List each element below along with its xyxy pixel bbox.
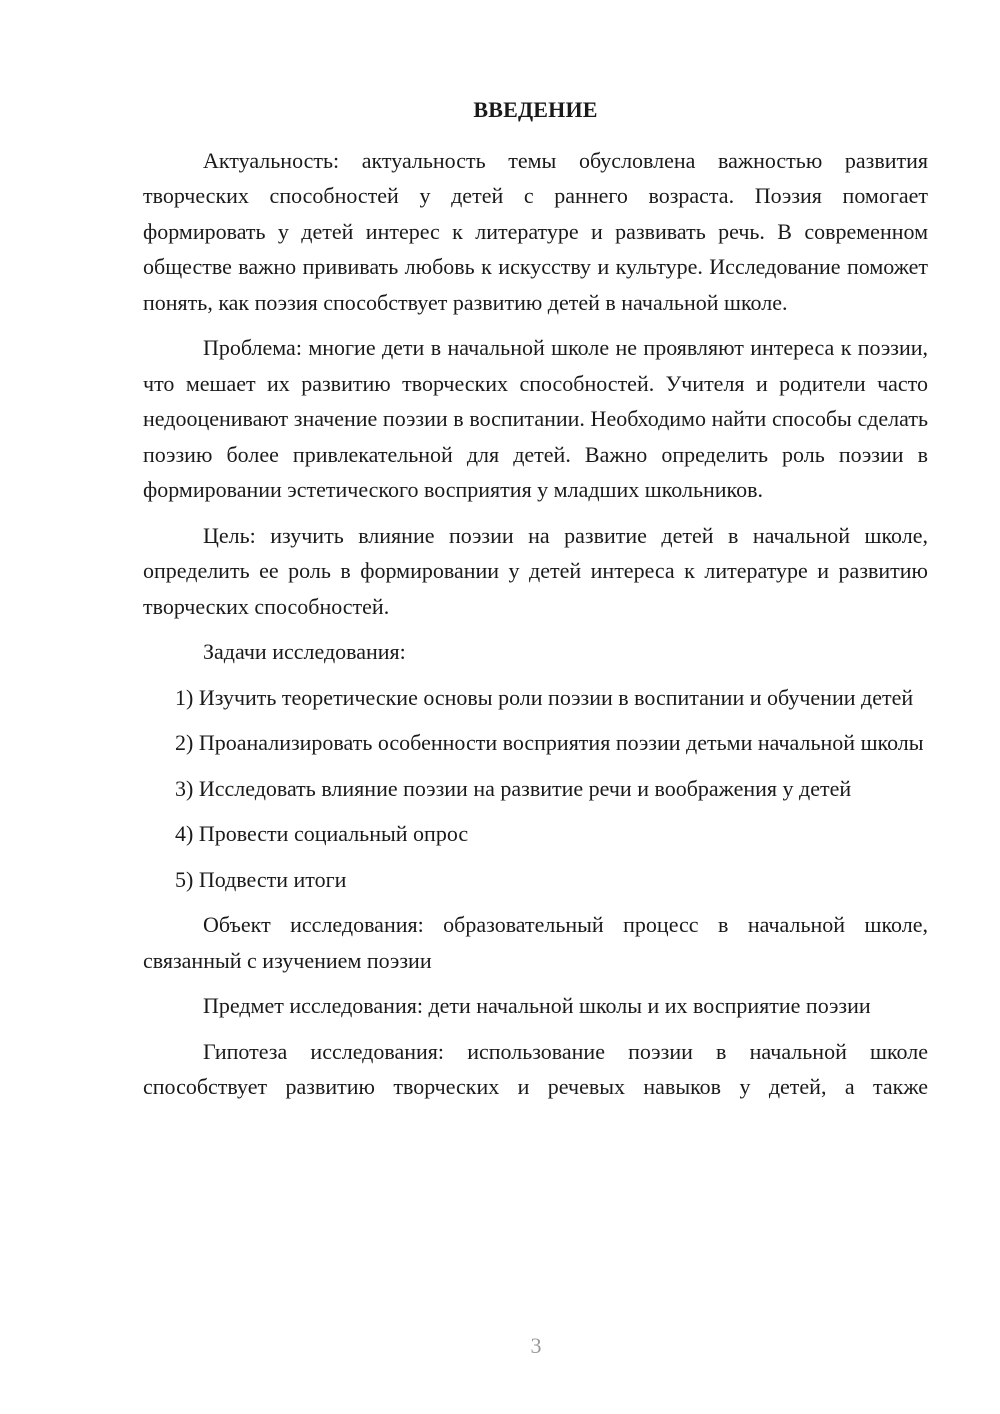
task-item-2: 2) Проанализировать особенности восприятия поэзии детьми начальной школы — [175, 730, 924, 755]
task-item-1: 1) Изучить теоретические основы роли поэзии в воспитании и обучении детей — [175, 684, 914, 710]
page-title: ВВЕДЕНИЕ — [473, 97, 598, 122]
paragraph-relevance: Актуальность: актуальность темы обусловлена важностью развития творческих способностей у детей с раннего возраста. Поэзия помогает формировать у детей интерес к литературе и развивать речь. В современном обществе важно прививать любовь к искусству и культуре. Исследование поможет понять, как поэзия способствует развитию детей в начальной школе. — [143, 147, 928, 315]
paragraph-hypothesis: Гипотеза исследования: использование поэзии в начальной школе способствует развитию творческих и речевых навыков у детей, а также — [143, 1038, 928, 1099]
paragraph-problem: Проблема: многие дети в начальной школе не проявляют интереса к поэзии, что мешает их развитию творческих способностей. Учителя и родители часто недооценивают значение поэзии в воспитании. Необходимо найти способы сделать поэзию более привлекательной для детей. Важно определить роль поэзии в формировании эстетического восприятия у младших школьников. — [143, 335, 928, 502]
paragraph-subject: Предмет исследования: дети начальной школы и их восприятие поэзии — [203, 993, 871, 1018]
page-number: 3 — [530, 1333, 542, 1358]
paragraph-object: Объект исследования: образовательный процесс в начальной школе, связанный с изучением поэзии — [143, 912, 928, 973]
paragraph-goal: Цель: изучить влияние поэзии на развитие детей в начальной школе, определить ее роль в формировании у детей интереса к литературе и развитию творческих способностей. — [143, 522, 928, 619]
task-item-3: 3) Исследовать влияние поэзии на развитие речи и воображения у детей — [175, 775, 852, 801]
document-content — [143, 92, 928, 1115]
paragraph-tasks-heading: Задачи исследования: — [203, 639, 406, 664]
task-item-4: 4) Провести социальный опрос — [175, 821, 469, 846]
task-item-5: 5) Подвести итоги — [175, 866, 347, 892]
